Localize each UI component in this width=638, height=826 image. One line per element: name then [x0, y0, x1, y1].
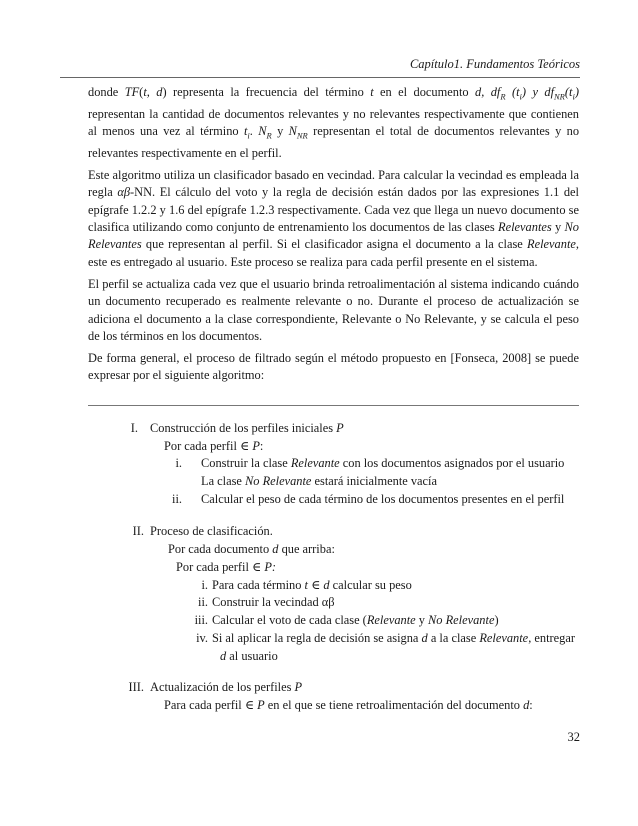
text-run: representan el total de documentos relevantes y no relevantes respectivamente en el perfil.: [88, 124, 580, 160]
text-run: con los documentos asignados por el usuario: [339, 456, 565, 470]
text-run: R: [500, 91, 506, 102]
algorithm-line: [212, 612, 499, 630]
text-run: i: [519, 91, 522, 102]
text-run: P: [252, 439, 260, 453]
algorithm-line: [201, 491, 564, 509]
body-text: [88, 84, 579, 390]
running-header: Capítulo1. Fundamentos Teóricos: [60, 57, 580, 78]
text-run: -NN. El cálculo del voto y la regla de decisión están dados por las expresiones 1.1 del epígrafe 1.2.2 y 1.6 del epígrafe 1.2.3 respectivamente. Cada vez que llega un nuevo documento se clasifica utilizando como conjunto de entrenamiento los documentos de las clases: [88, 185, 579, 235]
algorithm-line: [164, 697, 533, 715]
text-run: calcular su peso: [329, 578, 412, 592]
algorithm-line: [212, 594, 335, 612]
text-run: NR: [554, 91, 565, 102]
text-run: Relevante: [290, 456, 340, 470]
text-run: P: [336, 421, 344, 435]
text-run: Por cada perfil ∈: [176, 560, 265, 574]
text-run: .: [249, 124, 259, 139]
text-run: Relevante,: [527, 237, 579, 252]
algorithm-line: [220, 648, 278, 666]
text-run: en el que se tiene retroalimentación del documento: [264, 698, 524, 712]
text-run: Construir la vecindad αβ: [212, 595, 335, 609]
algorithm-line: [168, 541, 335, 559]
body-paragraph: [88, 84, 579, 162]
text-run: d: [421, 631, 428, 645]
text-run: y: [271, 124, 289, 139]
text-run: Este algoritmo utiliza un clasificador basado en vecindad. Para calcular la vecindad es empleada la regla: [88, 168, 579, 200]
text-run: αβ: [117, 185, 131, 200]
text-run: t: [370, 85, 374, 99]
text-run: No Relevante: [428, 613, 495, 627]
text-run: R: [266, 130, 272, 141]
text-run: El perfil se actualiza cada vez que el usuario brinda retroalimentación al sistema indicando cuándo un documento recuperado es realmente relevante o no. Durante el proceso de actualización se adiciona el documento a la clase correspondiente, Relevante o No Relevante, y se calcula el peso de los términos en los documentos.: [88, 276, 579, 343]
algorithm-step-number: iv.: [196, 631, 208, 645]
text-run: :: [529, 698, 533, 712]
text-run: La clase: [201, 474, 246, 488]
text-run: Relevante: [479, 631, 529, 645]
text-run: De forma general, el proceso de filtrado según el método propuesto en [Fonseca, 2008] se puede expresar por el siguiente algoritmo:: [88, 351, 579, 383]
algorithm-step-number: III.: [128, 680, 144, 694]
text-run: d, df: [475, 85, 501, 99]
text-run: donde: [88, 85, 125, 99]
text-run: y: [551, 220, 565, 235]
algorithm-line: [201, 473, 437, 491]
text-run: N: [258, 124, 267, 139]
text-run: , entregar: [528, 631, 575, 645]
algorithm-separator-rule: [88, 405, 579, 406]
text-run: Para cada perfil ∈: [164, 698, 258, 712]
algorithm-step-number: i.: [175, 456, 182, 470]
text-run: al usuario: [226, 649, 278, 663]
algorithm-step-number: I.: [130, 421, 138, 435]
algorithm-line: [150, 679, 302, 697]
text-run: i: [247, 130, 250, 141]
algorithm-step-number: ii.: [172, 492, 182, 506]
body-paragraph: [88, 167, 579, 271]
text-run: d: [523, 698, 530, 712]
algorithm-line: [212, 577, 412, 595]
text-run: t: [243, 124, 248, 139]
text-run: (t: [505, 85, 520, 99]
algorithm-line: [201, 455, 564, 473]
text-run: estará inicialmente vacía: [311, 474, 437, 488]
text-run: P:: [264, 560, 277, 574]
text-run: No Relevantes: [88, 220, 579, 252]
text-run: ∈: [308, 578, 324, 592]
text-run: en el documento: [373, 85, 475, 99]
text-run: d: [220, 649, 227, 663]
text-run: d: [272, 542, 279, 556]
text-run: Para cada término: [212, 578, 305, 592]
text-run: Por cada documento: [168, 542, 273, 556]
text-run: Proceso de clasificación.: [150, 524, 273, 538]
text-run: que representan al perfil. Si el clasificador asigna el documento a la clase: [141, 237, 528, 252]
text-run: Relevante: [366, 613, 416, 627]
text-run: ): [494, 613, 499, 627]
text-run: (t: [564, 85, 573, 99]
page-number: 32: [567, 730, 580, 744]
text-run: ): [574, 85, 579, 99]
text-run: P: [294, 680, 303, 694]
text-run: NR: [296, 130, 308, 141]
algorithm-step-number: iii.: [194, 613, 208, 627]
algorithm-line: [176, 559, 276, 577]
text-run: Actualización de los perfiles: [150, 680, 295, 694]
body-paragraph: [88, 350, 579, 385]
text-run: P: [257, 698, 265, 712]
algorithm-step-number: i.: [201, 578, 208, 592]
text-run: y: [415, 613, 429, 627]
text-run: t: [304, 578, 308, 592]
text-run: Construir la clase: [201, 456, 291, 470]
text-run: Relevantes: [498, 220, 552, 235]
text-run: No Relevante: [245, 474, 312, 488]
text-run: N: [288, 124, 297, 139]
algorithm-step-number: ii.: [198, 595, 208, 609]
text-run: Calcular el voto de cada clase (: [212, 613, 367, 627]
text-run: Calcular el peso de cada término de los documentos presentes en el perfil: [201, 492, 565, 506]
text-run: i: [572, 91, 575, 102]
algorithm-line: [150, 420, 344, 438]
text-run: Por cada perfil ∈: [164, 439, 253, 453]
text-run: representan la cantidad de documentos relevantes y no relevantes respectivamente que contienen al menos una vez al término: [88, 106, 579, 139]
text-run: este es entregado al usuario. Este proceso se realiza para cada perfil presente en el sistema.: [88, 254, 538, 269]
text-run: TF: [124, 85, 140, 99]
algorithm-line: [212, 630, 575, 648]
algorithm-line: [150, 523, 273, 541]
text-run: que arriba:: [278, 542, 335, 556]
algorithm-line: [164, 438, 263, 456]
text-run: Si al aplicar la regla de decisión se asigna: [212, 631, 422, 645]
text-run: ) representa la frecuencia del término: [162, 85, 371, 99]
text-run: t, d: [143, 85, 163, 99]
text-run: (: [139, 85, 144, 99]
body-paragraph: [88, 276, 579, 345]
algorithm-step-number: II.: [132, 524, 144, 538]
text-run: :: [259, 439, 264, 453]
text-run: Construcción de los perfiles iniciales: [150, 421, 337, 435]
text-run: d: [323, 578, 330, 592]
text-run: a la clase: [427, 631, 480, 645]
text-run: ) y df: [521, 85, 555, 99]
